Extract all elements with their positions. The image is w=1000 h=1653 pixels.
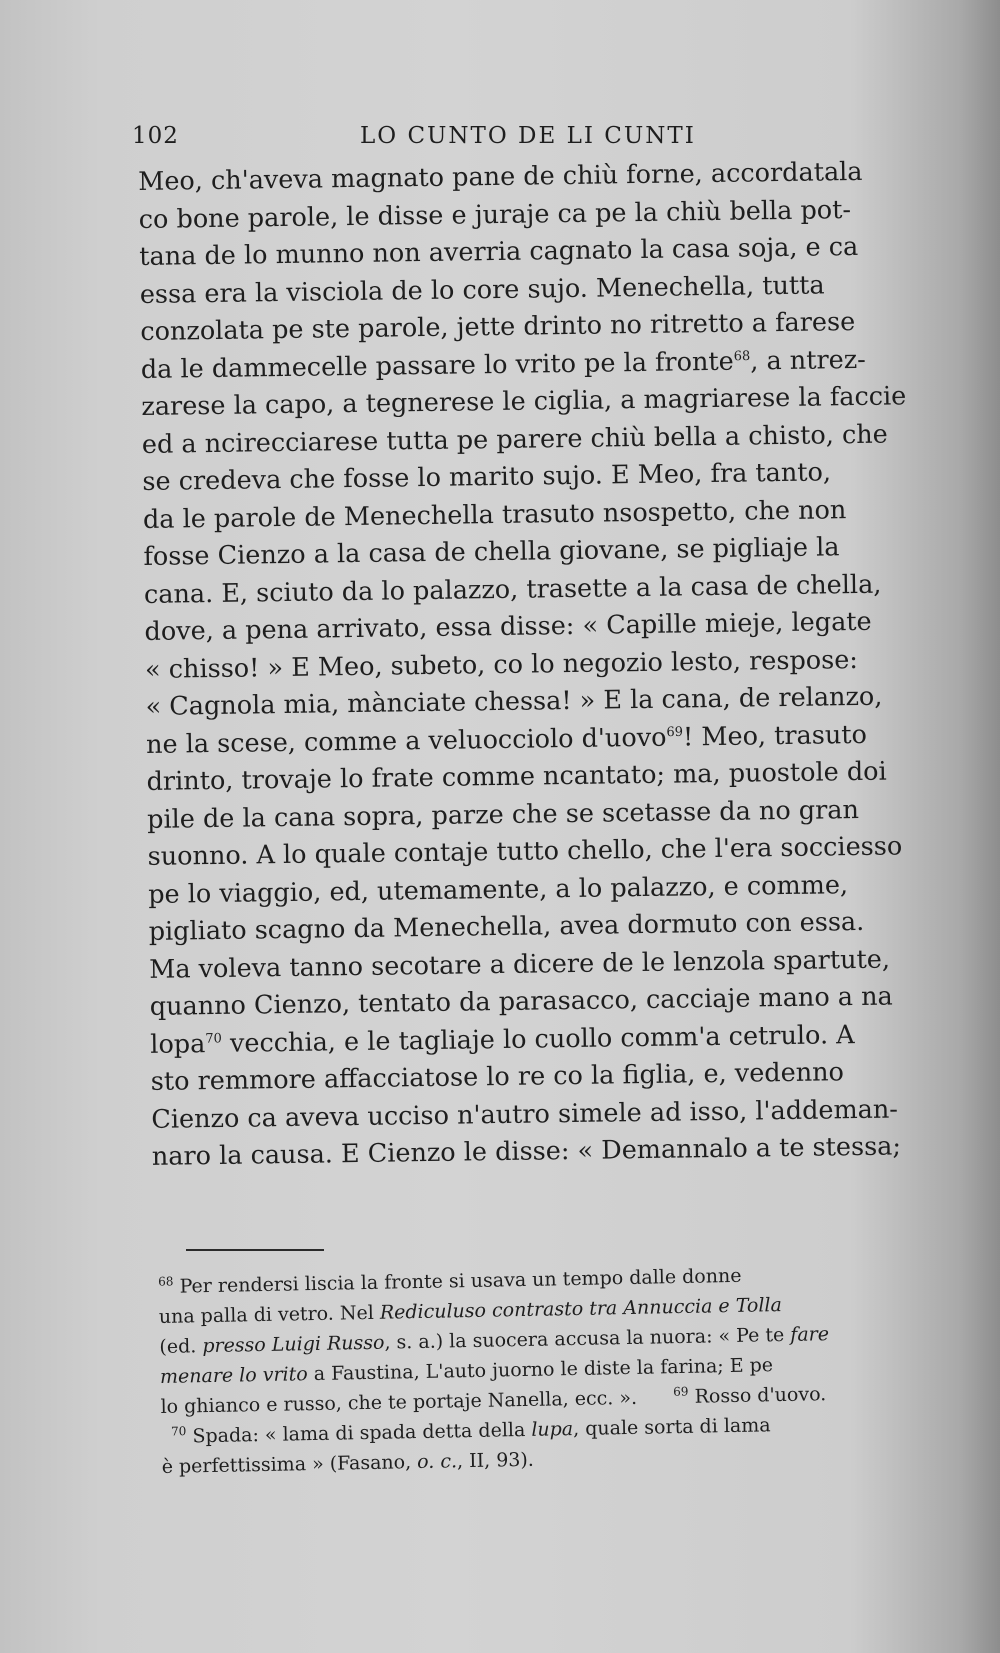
- footnote-italic: presso Luigi Russo: [202, 1331, 385, 1358]
- footnote-text: Per rendersi liscia la fronte si usava un tempo dalle donne: [179, 1264, 742, 1298]
- text-line: « chisso! » E Meo, subeto, co lo negozio lesto, respose:: [144, 644, 859, 685]
- text-line: pe lo viaggio, ed, utemamente, a lo palazzo, e comme,: [147, 869, 849, 910]
- text-line: conzolata pe ste parole, jette drinto no ritretto a farese: [140, 307, 856, 347]
- text-line: fosse Cienzo a la casa de chella giovane, se pigliaje la: [143, 532, 840, 572]
- footnote-italic: fare: [790, 1323, 830, 1346]
- text-segment: ! Meo, trasuto: [682, 719, 868, 752]
- main-text: [138, 153, 952, 1177]
- footnote-text: una palla di vetro. Nel: [158, 1301, 381, 1328]
- text-line: naro la causa. E Cienzo le disse: « Demannalo a te stessa;: [151, 1131, 902, 1172]
- footnote-number: 70: [170, 1424, 187, 1439]
- text-line: quanno Cienzo, tentato da parasacco, cacciaje mano a na: [149, 981, 893, 1022]
- text-line: se credeva che fosse lo marito sujo. E Meo, fra tanto,: [142, 457, 832, 497]
- text-segment: ne la scese, comme a veluocciolo d'uovo: [145, 722, 667, 760]
- footnote-text: , s. a.) la suocera accusa la nuora: « Pe te: [384, 1323, 791, 1354]
- footnote-text: Rosso d'uovo.: [694, 1383, 827, 1408]
- text-segment: vecchia, e le tagliaje lo cuollo comm'a cetrulo. A: [221, 1019, 855, 1059]
- footnote-title: Rediculuso contrasto tra Annuccia e Tolla: [379, 1294, 783, 1324]
- footnote-number: 69: [673, 1384, 689, 1399]
- footnote-text: , II, 93).: [456, 1448, 535, 1473]
- footnote-number: 68: [158, 1274, 174, 1289]
- text-line: Ma voleva tanno secotare a dicere de le lenzola spartute,: [149, 944, 891, 985]
- text-line: cana. E, sciuto da lo palazzo, trasette a la casa de chella,: [143, 569, 882, 610]
- footnote-text: , quale sorta di lama: [572, 1414, 771, 1441]
- text-line: co bone parole, le disse e juraje ca pe la chiù bella pot-: [138, 194, 852, 235]
- text-line: tana de lo munno non averria cagnato la casa soja, e ca: [139, 231, 859, 272]
- text-line: essa era la visciola de lo core sujo. Menechella, tutta: [139, 269, 825, 310]
- footnote-italic: o. c.: [416, 1450, 458, 1474]
- text-line: pigliato scagno da Menechella, avea dormuto con essa.: [148, 906, 865, 947]
- text-segment: lopa: [150, 1028, 206, 1060]
- text-segment: da le dammecelle passare lo vrito pe la fronte: [140, 346, 734, 385]
- footnote-italic: menare lo vrito: [159, 1363, 308, 1388]
- text-line: sto remmore affacciatose lo re co la figlia, e, vedenno: [150, 1057, 845, 1097]
- running-head: LO CUNTO DE LI CUNTI: [360, 123, 696, 149]
- footnote-ref-68[interactable]: 68: [733, 348, 751, 364]
- footnote-text: (ed.: [159, 1335, 203, 1358]
- text-line: Cienzo ca aveva ucciso n'autro simele ad isso, l'addeman-: [151, 1093, 899, 1135]
- footnote-text: lo ghianco e russo, che te portaje Nanella, ecc. ».: [160, 1386, 638, 1418]
- text-line: pile de la cana sopra, parze che se scetasse da no gran: [146, 794, 860, 835]
- footnote-ref-69[interactable]: 69: [666, 724, 684, 740]
- footnote-italic: lupa: [531, 1418, 574, 1441]
- text-line: suonno. A lo quale contaje tutto chello, che l'era socciesso: [147, 831, 903, 872]
- text-line: dove, a pena arrivato, essa disse: « Capille mieje, legate: [144, 606, 872, 647]
- text-line: da le parole de Menechella trasuto nsospetto, che non: [142, 494, 847, 535]
- footnote-ref-70[interactable]: 70: [205, 1030, 222, 1047]
- footnotes: [158, 1257, 942, 1482]
- text-line: « Cagnola mia, mànciate chessa! » E la cana, de relanzo,: [145, 681, 883, 722]
- footnote-text: Spada: « lama di spada detta della: [192, 1418, 532, 1448]
- page-number: 102: [132, 123, 179, 149]
- text-line: Meo, ch'aveva magnato pane de chiù forne, accordatala: [138, 156, 863, 197]
- text-segment: , a ntrez-: [750, 344, 867, 376]
- text-line: zarese la capo, a tegnerese le ciglia, a magriarese la faccie: [141, 381, 907, 422]
- footnote-text: a Faustina, L'auto juorno le diste la farina; E pe: [307, 1354, 774, 1386]
- text-line: drinto, trovaje lo frate comme ncantato; ma, puostole doi: [146, 756, 887, 797]
- footnote-divider: [186, 1249, 324, 1251]
- text-line: ed a ncirecciarese tutta pe parere chiù bella a chisto, che: [141, 419, 888, 460]
- footnote-text: è perfettissima » (Fasano,: [161, 1451, 418, 1478]
